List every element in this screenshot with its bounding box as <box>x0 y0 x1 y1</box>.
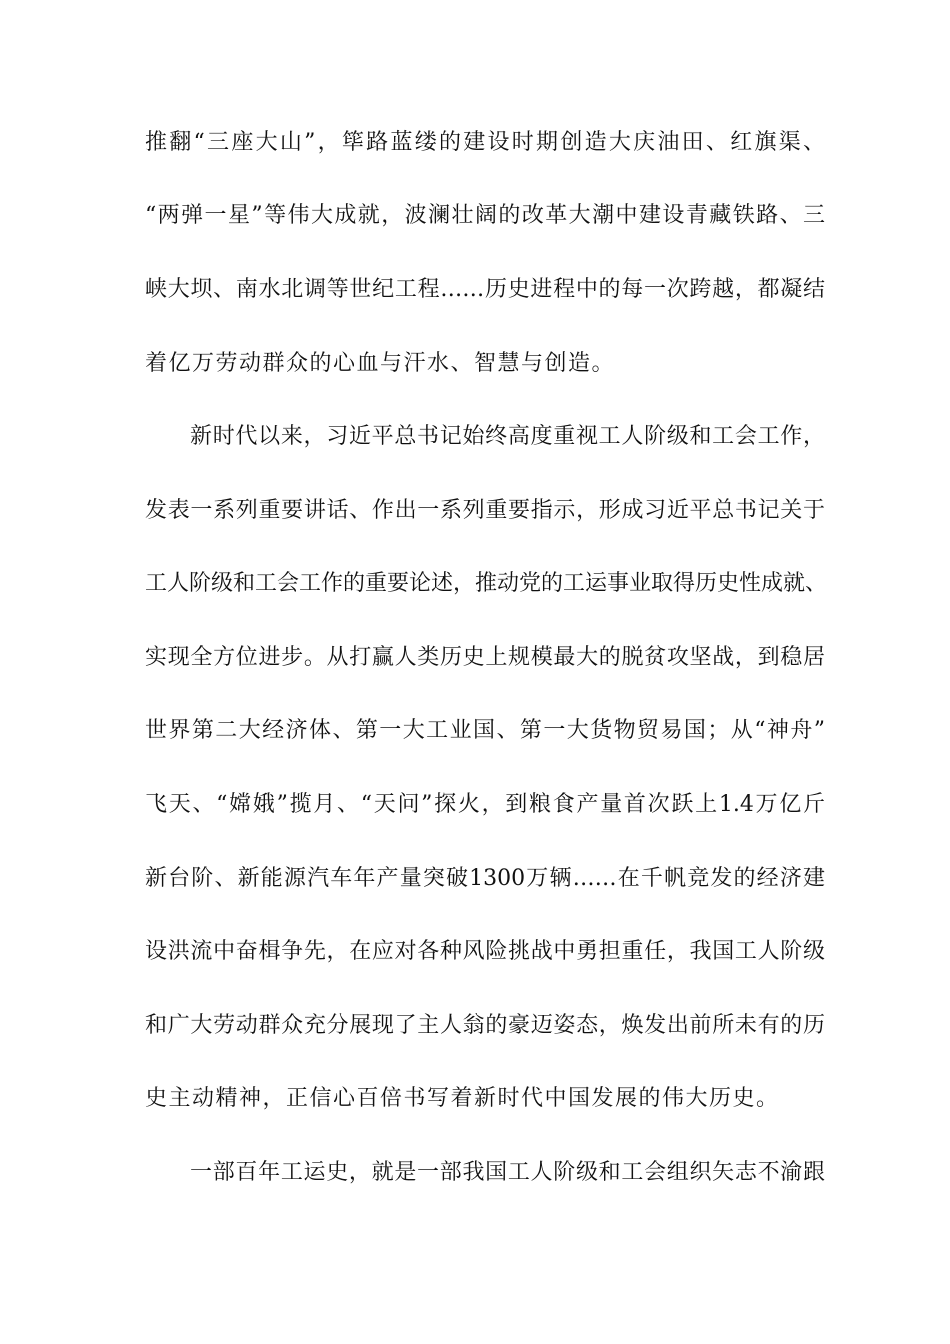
text-line: 发表一系列重要讲话、作出一系列重要指示，形成习近平总书记关于 <box>145 498 825 523</box>
text-line: 世界第二大经济体、第一大工业国、第一大货物贸易国；从“神舟” <box>145 718 825 743</box>
text-line: 着亿万劳动群众的心血与汗水、智慧与创造。 <box>145 351 616 376</box>
text-line: 实现全方位进步。从打赢人类历史上规模最大的脱贫攻坚战，到稳居 <box>145 645 825 670</box>
text-line: 工人阶级和工会工作的重要论述，推动党的工运事业取得历史性成就、 <box>145 571 828 596</box>
text-line: 和广大劳动群众充分展现了主人翁的豪迈姿态，焕发出前所未有的历 <box>145 1013 825 1038</box>
text-line: 史主动精神，正信心百倍书写着新时代中国发展的伟大历史。 <box>145 1086 780 1111</box>
text-line: 新时代以来，习近平总书记始终高度重视工人阶级和工会工作， <box>190 424 825 449</box>
text-line: 新台阶、新能源汽车年产量突破1300万辆……在千帆竞发的经济建 <box>145 866 825 891</box>
text-line: 一部百年工运史，就是一部我国工人阶级和工会组织矢志不渝跟 <box>190 1160 825 1185</box>
text-line: 峡大坝、南水北调等世纪工程……历史进程中的每一次跨越，都凝结 <box>145 277 825 302</box>
text-line: 推翻“三座大山”，筚路蓝缕的建设时期创造大庆油田、红旗渠、 <box>145 130 825 155</box>
text-line: 飞天、“嫦娥”揽月、“天问”探火，到粮食产量首次跃上1.4万亿斤 <box>145 792 825 817</box>
text-line: 设洪流中奋楫争先，在应对各种风险挑战中勇担重任，我国工人阶级 <box>145 939 825 964</box>
text-line: “两弹一星”等伟大成就，波澜壮阔的改革大潮中建设青藏铁路、三 <box>145 203 825 228</box>
